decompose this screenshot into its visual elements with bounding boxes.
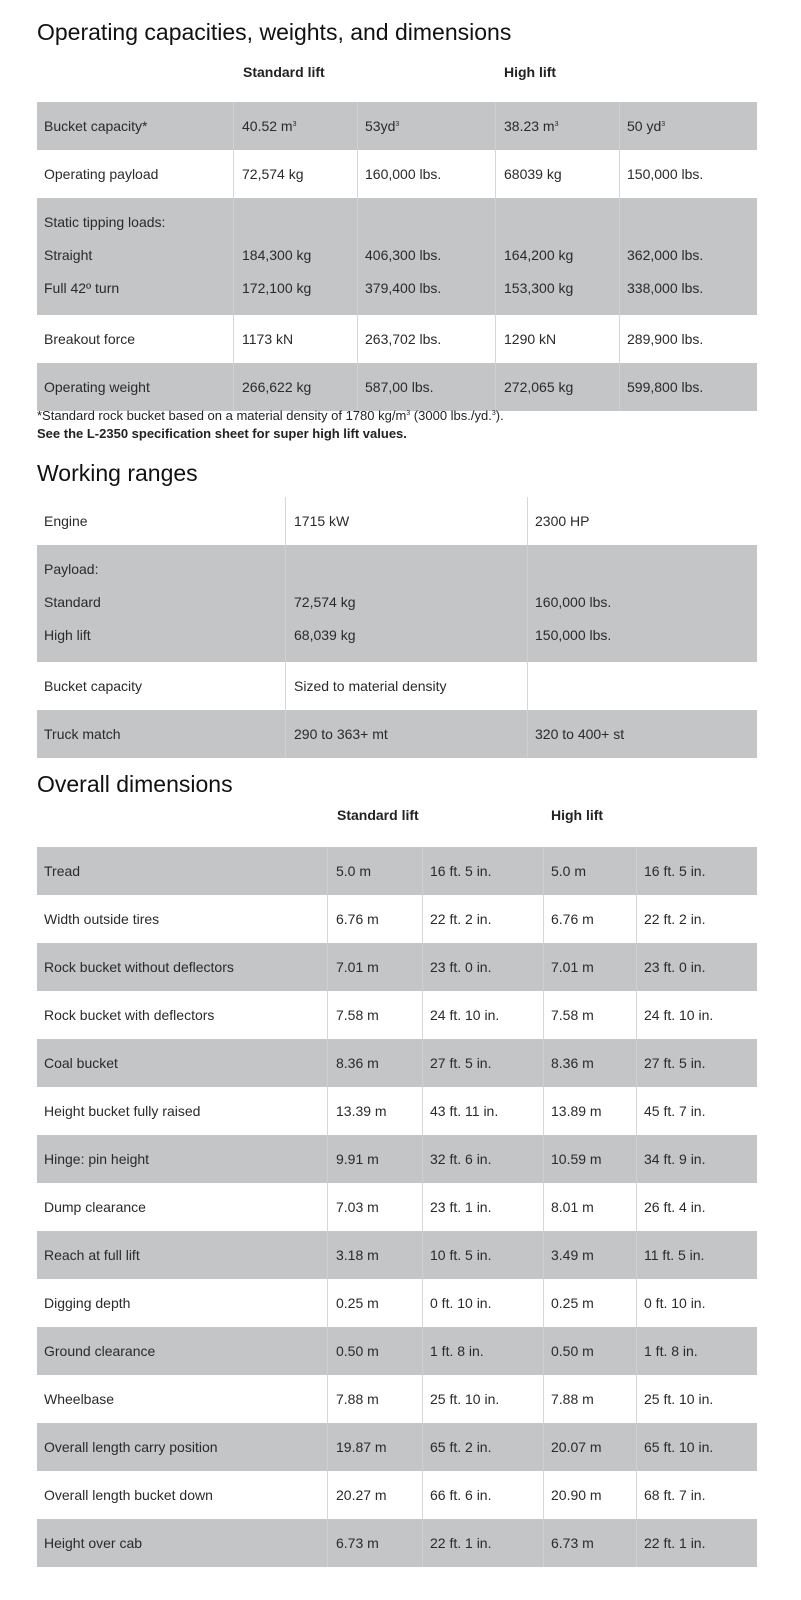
working-range-row xyxy=(37,497,757,545)
high-imperial-value: 50 $yd^3$ xyxy=(627,118,666,134)
imperial-value: 2300 HP xyxy=(535,513,590,529)
standard-imperial-value: 23 ft. 1 in. xyxy=(430,1199,492,1215)
high-metric-value: 20.07 m xyxy=(551,1439,602,1455)
standard-metric-value: 0.25 m xyxy=(336,1295,379,1311)
table-line xyxy=(37,1477,757,1510)
dimension-row xyxy=(37,943,757,991)
imperial-value: 320 to 400+ st xyxy=(535,726,625,742)
dimension-row xyxy=(37,1519,757,1567)
standard-metric-value: 172,100 kg xyxy=(242,280,312,296)
standard-imperial-value: 65 ft. 2 in. xyxy=(430,1439,492,1455)
standard-imperial-value: 16 ft. 5 in. xyxy=(430,863,492,879)
high-imperial-value: 68 ft. 7 in. xyxy=(644,1487,706,1503)
working-ranges-title: Working ranges xyxy=(37,460,198,486)
working-range-row xyxy=(37,662,757,710)
standard-metric-value: 7.01 m xyxy=(336,959,379,975)
table-line xyxy=(37,1285,757,1318)
high-metric-value: 20.90 m xyxy=(551,1487,602,1503)
row-label: Tread xyxy=(44,863,81,879)
table-line xyxy=(37,716,757,749)
metric-value: Sized to material density xyxy=(294,678,447,694)
row-label: Reach at full lift xyxy=(44,1247,140,1263)
working-rows xyxy=(37,497,757,758)
row-label: Rock bucket with deflectors xyxy=(44,1007,215,1023)
high-metric-value: 3.49 m xyxy=(551,1247,594,1263)
row-label: Wheelbase xyxy=(44,1391,115,1407)
dimension-row xyxy=(37,895,757,943)
dimensions-rows xyxy=(37,847,757,1567)
row-label: Height bucket fully raised xyxy=(44,1103,201,1119)
dim-header-standard-lift: Standard lift xyxy=(337,807,419,823)
standard-imperial-value: 24 ft. 10 in. xyxy=(430,1007,500,1023)
standard-metric-value: 7.03 m xyxy=(336,1199,379,1215)
standard-imperial-value: 587,00 lbs. xyxy=(365,379,434,395)
table-line xyxy=(37,949,757,982)
standard-metric-value: 3.18 m xyxy=(336,1247,379,1263)
capacities-header xyxy=(37,64,757,102)
table-line xyxy=(37,1045,757,1078)
capacity-row xyxy=(37,315,757,363)
standard-metric-value: 40.52 $m^3$ xyxy=(242,118,297,134)
high-imperial-value: 65 ft. 10 in. xyxy=(644,1439,714,1455)
row-label: Width outside tires xyxy=(44,911,160,927)
standard-imperial-value: 66 ft. 6 in. xyxy=(430,1487,492,1503)
row-label: Truck match xyxy=(44,726,121,742)
header-standard-lift: Standard lift xyxy=(243,64,325,80)
standard-imperial-value: 379,400 lbs. xyxy=(365,280,442,296)
capacities-footnote: *Standard rock bucket based on a material density of 1780 $kg/m^3$ (3000 lbs./yd.$^3$). xyxy=(37,408,504,423)
dimension-row xyxy=(37,1375,757,1423)
standard-imperial-value: 43 ft. 11 in. xyxy=(430,1103,499,1119)
dimension-row xyxy=(37,1471,757,1519)
metric-value: 1715 kW xyxy=(294,513,350,529)
dimension-row xyxy=(37,1423,757,1471)
high-metric-value: 5.0 m xyxy=(551,863,587,879)
high-metric-value: 38.23 $m^3$ xyxy=(504,118,559,134)
high-imperial-value: 362,000 lbs. xyxy=(627,247,704,263)
high-imperial-value: 25 ft. 10 in. xyxy=(644,1391,714,1407)
high-metric-value: 7.01 m xyxy=(551,959,594,975)
high-metric-value: 7.88 m xyxy=(551,1391,594,1407)
high-imperial-value: 0 ft. 10 in. xyxy=(644,1295,706,1311)
high-metric-value: 272,065 kg xyxy=(504,379,574,395)
standard-metric-value: 19.87 m xyxy=(336,1439,387,1455)
table-line xyxy=(37,156,757,189)
high-imperial-value: 150,000 lbs. xyxy=(627,166,704,182)
table-line xyxy=(37,853,757,886)
high-imperial-value: 45 ft. 7 in. xyxy=(644,1103,706,1119)
row-label: Hinge: pin height xyxy=(44,1151,150,1167)
high-metric-value: 164,200 kg xyxy=(504,247,574,263)
high-metric-value: 68039 kg xyxy=(504,166,562,182)
dimensions-title: Overall dimensions xyxy=(37,771,233,797)
row-label: Ground clearance xyxy=(44,1343,156,1359)
standard-metric-value: 9.91 m xyxy=(336,1151,379,1167)
capacity-row xyxy=(37,363,757,411)
standard-metric-value: 5.0 m xyxy=(336,863,372,879)
standard-metric-value: 6.73 m xyxy=(336,1535,379,1551)
imperial-value: 160,000 lbs. xyxy=(535,594,612,610)
standard-imperial-value: 160,000 lbs. xyxy=(365,166,442,182)
table-line xyxy=(37,617,757,650)
dimension-row xyxy=(37,1135,757,1183)
high-metric-value: 0.25 m xyxy=(551,1295,594,1311)
standard-imperial-value: 23 ft. 0 in. xyxy=(430,959,492,975)
high-imperial-value: 24 ft. 10 in. xyxy=(644,1007,714,1023)
capacity-row xyxy=(37,150,757,198)
row-label: Overall length bucket down xyxy=(44,1487,213,1503)
dimension-row xyxy=(37,847,757,895)
row-label: Overall length carry position xyxy=(44,1439,218,1455)
dimension-row xyxy=(37,1087,757,1135)
working-ranges-table xyxy=(37,497,757,758)
standard-metric-value: 13.39 m xyxy=(336,1103,387,1119)
standard-metric-value: 8.36 m xyxy=(336,1055,379,1071)
standard-metric-value: 7.88 m xyxy=(336,1391,379,1407)
high-metric-value: 1290 kN xyxy=(504,331,557,347)
row-label: Bucket capacity* xyxy=(44,118,148,134)
standard-imperial-value: 263,702 lbs. xyxy=(365,331,442,347)
super-high-lift-note: See the L-2350 specification sheet for super high lift values. xyxy=(37,426,407,441)
row-label: Operating weight xyxy=(44,379,150,395)
table-line xyxy=(37,1237,757,1270)
table-line xyxy=(37,997,757,1030)
row-label: Digging depth xyxy=(44,1295,131,1311)
standard-imperial-value: 406,300 lbs. xyxy=(365,247,442,263)
row-label: Straight xyxy=(44,247,93,263)
header-high-lift: High lift xyxy=(504,64,557,80)
high-imperial-value: 11 ft. 5 in. xyxy=(644,1247,705,1263)
row-label: Rock bucket without deflectors xyxy=(44,959,234,975)
high-metric-value: 0.50 m xyxy=(551,1343,594,1359)
high-metric-value: 7.58 m xyxy=(551,1007,594,1023)
high-imperial-value: 23 ft. 0 in. xyxy=(644,959,706,975)
row-label: Bucket capacity xyxy=(44,678,143,694)
high-imperial-value: 599,800 lbs. xyxy=(627,379,704,395)
table-line xyxy=(37,1093,757,1126)
high-imperial-value: 338,000 lbs. xyxy=(627,280,704,296)
row-label: Standard xyxy=(44,594,101,610)
dimension-row xyxy=(37,1279,757,1327)
imperial-value: 150,000 lbs. xyxy=(535,627,612,643)
standard-imperial-value: 22 ft. 2 in. xyxy=(430,911,492,927)
row-label: Payload: xyxy=(44,561,99,577)
metric-value: 290 to 363+ mt xyxy=(294,726,388,742)
dimension-row xyxy=(37,991,757,1039)
metric-value: 68,039 kg xyxy=(294,627,356,643)
high-imperial-value: 289,900 lbs. xyxy=(627,331,704,347)
high-metric-value: 10.59 m xyxy=(551,1151,602,1167)
table-line xyxy=(37,108,757,141)
dimensions-table xyxy=(37,807,757,1567)
high-imperial-value: 22 ft. 2 in. xyxy=(644,911,706,927)
dimension-row xyxy=(37,1231,757,1279)
table-line xyxy=(37,1189,757,1222)
working-range-row xyxy=(37,710,757,758)
dimension-row xyxy=(37,1327,757,1375)
high-metric-value: 8.01 m xyxy=(551,1199,594,1215)
standard-metric-value: 266,622 kg xyxy=(242,379,312,395)
table-line xyxy=(37,1381,757,1414)
table-line xyxy=(37,1141,757,1174)
row-label: Breakout force xyxy=(44,331,136,347)
table-line xyxy=(37,584,757,617)
standard-imperial-value: 25 ft. 10 in. xyxy=(430,1391,500,1407)
standard-metric-value: 7.58 m xyxy=(336,1007,379,1023)
standard-metric-value: 72,574 kg xyxy=(242,166,304,182)
dim-header-high-lift: High lift xyxy=(551,807,604,823)
dimension-row xyxy=(37,1183,757,1231)
table-line xyxy=(37,204,757,237)
table-line xyxy=(37,1333,757,1366)
row-label: Dump clearance xyxy=(44,1199,146,1215)
standard-imperial-value: $53yd^3$ xyxy=(365,118,400,134)
table-line xyxy=(37,551,757,584)
standard-metric-value: 184,300 kg xyxy=(242,247,312,263)
standard-metric-value: 1173 kN xyxy=(242,331,294,347)
high-metric-value: 6.73 m xyxy=(551,1535,594,1551)
standard-imperial-value: 1 ft. 8 in. xyxy=(430,1343,484,1359)
high-metric-value: 13.89 m xyxy=(551,1103,602,1119)
standard-imperial-value: 0 ft. 10 in. xyxy=(430,1295,492,1311)
capacities-table xyxy=(37,64,757,411)
working-range-row xyxy=(37,545,757,662)
high-metric-value: 153,300 kg xyxy=(504,280,574,296)
capacity-row xyxy=(37,102,757,150)
dimension-row xyxy=(37,1039,757,1087)
row-label: Operating payload xyxy=(44,166,159,182)
table-line xyxy=(37,270,757,303)
high-imperial-value: 27 ft. 5 in. xyxy=(644,1055,706,1071)
row-label: Coal bucket xyxy=(44,1055,118,1071)
standard-metric-value: 0.50 m xyxy=(336,1343,379,1359)
row-label: Static tipping loads: xyxy=(44,214,166,230)
standard-metric-value: 20.27 m xyxy=(336,1487,387,1503)
row-label: Full 42º turn xyxy=(44,280,120,296)
high-metric-value: 8.36 m xyxy=(551,1055,594,1071)
metric-value: 72,574 kg xyxy=(294,594,356,610)
high-metric-value: 6.76 m xyxy=(551,911,594,927)
table-line xyxy=(37,668,757,701)
high-imperial-value: 34 ft. 9 in. xyxy=(644,1151,706,1167)
table-line xyxy=(37,369,757,402)
standard-imperial-value: 32 ft. 6 in. xyxy=(430,1151,492,1167)
capacities-title: Operating capacities, weights, and dimensions xyxy=(37,19,512,45)
standard-metric-value: 6.76 m xyxy=(336,911,379,927)
table-line xyxy=(37,1525,757,1558)
table-line xyxy=(37,1429,757,1462)
high-imperial-value: 1 ft. 8 in. xyxy=(644,1343,698,1359)
table-line xyxy=(37,321,757,354)
table-line xyxy=(37,901,757,934)
standard-imperial-value: 22 ft. 1 in. xyxy=(430,1535,492,1551)
row-label: High lift xyxy=(44,627,91,643)
dimensions-header xyxy=(37,807,757,847)
high-imperial-value: 22 ft. 1 in. xyxy=(644,1535,706,1551)
row-label: Height over cab xyxy=(44,1535,143,1551)
standard-imperial-value: 10 ft. 5 in. xyxy=(430,1247,492,1263)
high-imperial-value: 26 ft. 4 in. xyxy=(644,1199,706,1215)
standard-imperial-value: 27 ft. 5 in. xyxy=(430,1055,492,1071)
table-line xyxy=(37,237,757,270)
high-imperial-value: 16 ft. 5 in. xyxy=(644,863,706,879)
table-line xyxy=(37,503,757,536)
row-label: Engine xyxy=(44,513,88,529)
capacity-row xyxy=(37,198,757,315)
capacities-rows xyxy=(37,102,757,411)
